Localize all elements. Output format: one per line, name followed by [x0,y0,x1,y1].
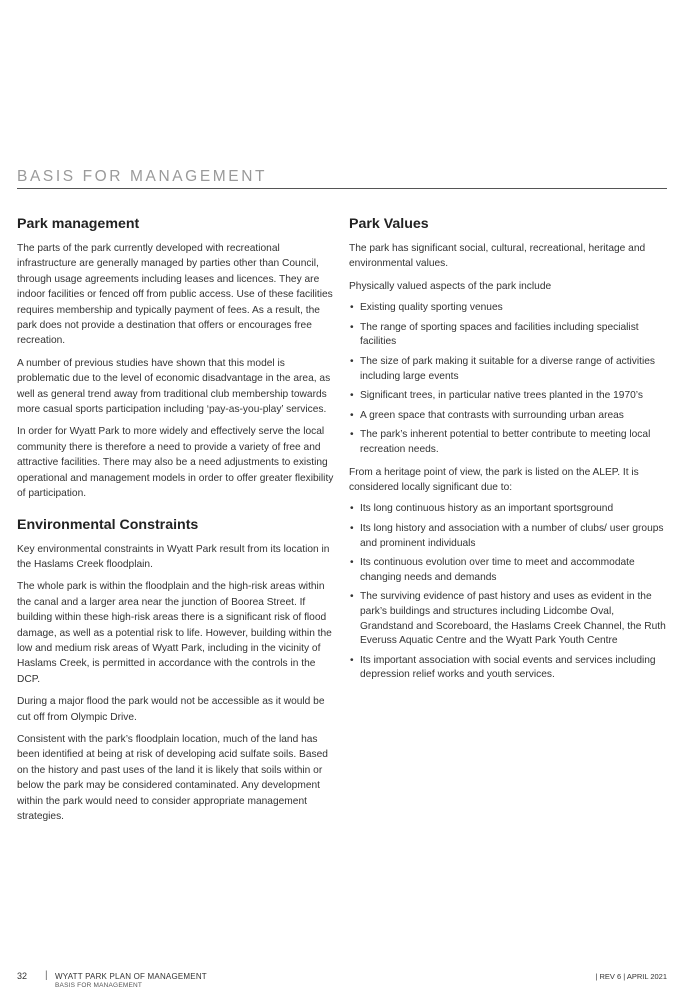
physical-values-list [349,301,667,457]
list-item [349,355,667,384]
list-item [349,301,667,316]
left-column [17,215,337,831]
footer-section-name: BASIS FOR MANAGEMENT [55,982,143,989]
list-item-text: Significant trees, in particular native trees planted in the 1970’s [360,390,643,402]
list-item [349,428,667,457]
list-item [349,502,667,517]
list-item [349,389,667,404]
list-item-text: Its important association with social events and services including depression relief works and youth services. [360,654,656,681]
bullet: • [350,302,354,314]
park-management-paragraph: The parts of the park currently developed with recreational infrastructure are generally managed by parties other than Council, through usage agreements including leases and licences. They are indoor facilities or fenced off from public access. Use of these facilities requires membership and typically payment of fees. As a result, the park does not provide a destination that offers or encourages free recreation. [17,243,333,347]
list-item [349,654,667,683]
bullet: • [350,390,354,402]
bullet: • [350,522,354,534]
heritage-values-list [349,502,667,683]
footer-document-title: WYATT PARK PLAN OF MANAGEMENT [55,972,207,981]
list-item [349,522,667,551]
park-management-paragraph: In order for Wyatt Park to more widely and effectively serve the local community there is therefore a need to provide a variety of free and attractive facilities. There may also be a need adjustments to existing operational and management models in order to offer greater flexibility of participation. [17,426,334,500]
bullet: • [350,503,354,515]
list-item [349,321,667,350]
environmental-paragraph: Key environmental constraints in Wyatt Park result from its location in the Haslams Creek floodplain. [17,543,330,570]
park-management-paragraph: A number of previous studies have shown that this model is problematic due to the level of economic disadvantage in the area, as well as general trend away from traditional club membership towards more casual sports participation including ‘pay-as-you-play’ services. [17,357,331,416]
list-item [349,409,667,424]
list-item-text: Its long continuous history as an important sportsground [360,503,614,515]
list-item-text: Existing quality sporting venues [360,302,503,314]
heritage-intro: From a heritage point of view, the park is listed on the ALEP. It is considered locally significant due to: [349,466,639,493]
footer-separator: | [45,970,48,981]
list-item-text: Its continuous evolution over time to meet and accommodate changing needs and demands [360,557,635,583]
bullet: • [350,654,354,666]
list-item-text: The size of park making it suitable for a diverse range of activities including large events [360,356,656,382]
environmental-paragraph: During a major flood the park would not be accessible as it would be cut off from Olympic Drive. [17,696,325,723]
environmental-paragraph: The whole park is within the floodplain and the high-risk areas within the canal and a larger area near the junction of Boorea Street. If building within these high-risk areas there is a significant risk of flood damage, as well as a potential risk to life. However, building within the low and medium risk areas of Wyatt Park, including in the vicinity of Haslams Creek, is permitted in accordance with the controls in the DCP. [17,581,332,685]
list-item-text: A green space that contrasts with surrounding urban areas [360,409,624,421]
bullet: • [350,591,354,603]
header-divider [17,188,667,189]
list-item-text: The surviving evidence of past history and uses as evident in the park’s buildings and structures including Lidcombe Oval, Grandstand and Scoreboard, the Haslams Creek Channel, the Ruth Everuss Aquatic Centre and the Wyatt Park Youth Centre [360,591,666,647]
list-item-text: Its long history and association with a number of clubs/ user groups and prominent individuals [360,522,664,549]
right-column [349,215,667,690]
park-management-heading: Park management [17,216,140,232]
park-values-heading: Park Values [349,216,429,232]
park-values-intro: The park has significant social, cultural, recreational, heritage and environmental values. [349,243,646,270]
physical-values-intro: Physically valued aspects of the park include [349,280,552,292]
bullet: • [350,356,354,367]
bullet: • [350,429,354,441]
list-item-text: The park’s inherent potential to better contribute to meeting local recreation needs. [360,429,651,455]
environmental-constraints-heading: Environmental Constraints [17,516,199,533]
list-item-text: The range of sporting spaces and facilities including specialist facilities [360,321,639,348]
environmental-paragraph: Consistent with the park’s floodplain location, much of the land has been identified at being at risk of developing acid sulfate soils. Based on the history and past uses of the land it is likely that soils within or below the park may be considered contaminated. Any development within the park would need to consider appropriate management strategies. [17,733,328,822]
footer-revision: | REV 6 | APRIL 2021 [595,972,667,981]
page-number: 32 [17,971,28,981]
list-item [349,556,667,585]
bullet: • [350,409,354,421]
bullet: • [350,557,354,569]
list-item [349,590,667,648]
bullet: • [350,321,354,333]
section-title: BASIS FOR MANAGEMENT [17,168,268,185]
